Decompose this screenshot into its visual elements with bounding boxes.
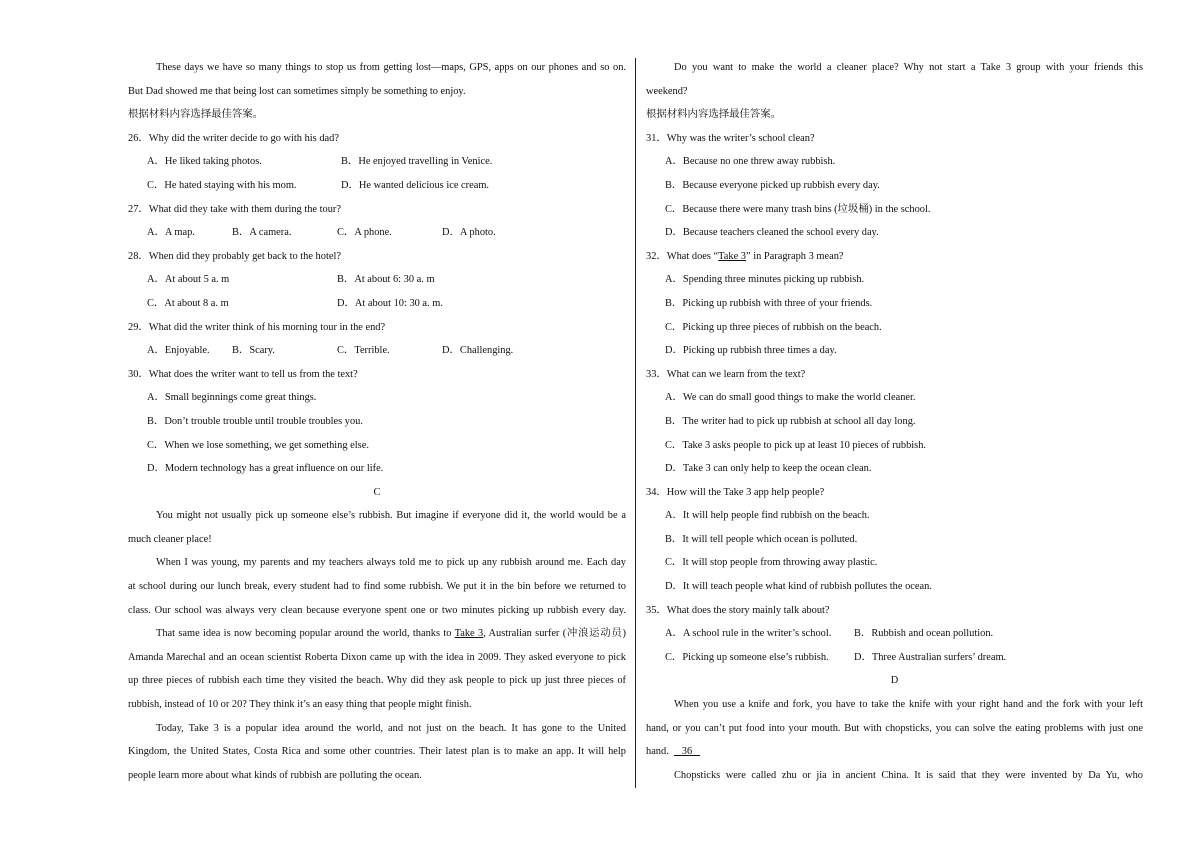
question-30-stem: 30．What does the writer want to tell us from the text?: [128, 368, 358, 380]
passage-line: [646, 740, 1143, 764]
passage-line: at school during our lunch break, every student had to find some rubbish. We put it in the bin before we returned to: [128, 581, 626, 593]
option-d[interactable]: D．Modern technology has a great influence on our life.: [147, 463, 384, 475]
instruction: 根据材料内容选择最佳答案。: [646, 109, 782, 121]
option-a[interactable]: A．A map.: [147, 227, 195, 239]
option-c[interactable]: C．It will stop people from throwing away plastic.: [665, 557, 878, 569]
question-35-options-row2: [646, 646, 1143, 670]
question-27-stem: 27．What did they take with them during the tour?: [128, 203, 341, 215]
section-heading-c: C: [373, 486, 381, 498]
option-d[interactable]: D．A photo.: [442, 227, 496, 239]
left-column: [128, 56, 626, 787]
option-b[interactable]: B．It will tell people which ocean is polluted.: [665, 533, 858, 545]
option-a[interactable]: A．We can do small good things to make the world cleaner.: [665, 392, 916, 404]
passage-line: rubbish, instead of 10 or 20? They think it’s an easy thing that people might finish.: [128, 699, 472, 711]
passage-line: You might not usually pick up someone else’s rubbish. But imagine if everyone did it, the world would be a: [156, 510, 626, 522]
option-d[interactable]: D．Three Australian surfers’ dream.: [854, 651, 1007, 663]
question-35-stem: 35．What does the story mainly talk about?: [646, 604, 830, 616]
passage-line: Kingdom, the United States, Costa Rica and some other countries. Their latest plan is to make an app. It will help: [128, 746, 626, 758]
option-c[interactable]: C．Picking up someone else’s rubbish.: [665, 651, 829, 663]
option-d[interactable]: D．Take 3 can only help to keep the ocean clean.: [665, 463, 872, 475]
question-35-options-row1: [646, 622, 1143, 646]
option-b[interactable]: B．Rubbish and ocean pollution.: [854, 628, 994, 640]
passage-line: Amanda Marechal and an ocean scientist Roberta Dixon came up with the idea in 2009. They asked everyone to pick: [128, 651, 626, 663]
passage-line: When I was young, my parents and my teachers always told me to pick up any rubbish around me. Each day: [156, 557, 626, 569]
question-29-stem: 29．What did the writer think of his morning tour in the end?: [128, 321, 386, 333]
passage-line: people learn more about what kinds of rubbish are polluting the ocean.: [128, 769, 422, 781]
option-a[interactable]: A．Spending three minutes picking up rubbish.: [665, 274, 865, 286]
passage-line: class. Our school was always very clean because everyone spent one or two minutes picking up rubbish every day.: [128, 604, 626, 616]
passage-line: weekend?: [646, 85, 688, 97]
option-c[interactable]: C．Because there were many trash bins (垃圾桶) in the school.: [665, 203, 931, 215]
option-b[interactable]: B．Because everyone picked up rubbish every day.: [665, 179, 880, 191]
option-b[interactable]: B．A camera.: [232, 227, 292, 239]
passage-line: [128, 622, 626, 646]
column-divider: [635, 58, 636, 788]
option-d[interactable]: D．At about 10: 30 a. m.: [337, 297, 443, 309]
passage-line: Do you want to make the world a cleaner place? Why not start a Take 3 group with your friends this: [674, 62, 1143, 73]
question-31-stem: 31．Why was the writer’s school clean?: [646, 132, 815, 144]
question-26-stem: 26．Why did the writer decide to go with his dad?: [128, 132, 339, 144]
option-c[interactable]: C．Picking up three pieces of rubbish on the beach.: [665, 321, 882, 333]
option-b[interactable]: B．The writer had to pick up rubbish at school all day long.: [665, 415, 916, 427]
question-text: ” in Paragraph 3 mean?: [745, 250, 844, 262]
question-27-options: [128, 221, 626, 245]
answer-blank[interactable]: 36: [674, 746, 700, 758]
question-26-options-row2: [128, 174, 626, 198]
passage-line: These days we have so many things to stop us from getting lost—maps, GPS, apps on our phones and so on.: [156, 62, 626, 73]
passage-text: hand.: [646, 746, 674, 758]
question-29-options: [128, 339, 626, 363]
question-26-options-row1: [128, 150, 626, 174]
passage-line: much cleaner place!: [128, 533, 212, 545]
option-c[interactable]: C．When we lose something, we get something else.: [147, 439, 369, 451]
passage-line: But Dad showed me that being lost can sometimes simply be something to enjoy.: [128, 85, 466, 97]
section-heading-d: D: [890, 675, 899, 687]
question-34-stem: 34．How will the Take 3 app help people?: [646, 486, 825, 498]
underlined-term: Take 3: [454, 628, 484, 640]
option-c[interactable]: C．Take 3 asks people to pick up at least 10 pieces of rubbish.: [665, 439, 926, 451]
question-28-options-row1: [128, 268, 626, 292]
option-d[interactable]: D．Challenging.: [442, 345, 514, 357]
option-a[interactable]: A．At about 5 a. m: [147, 274, 230, 286]
passage-line: Today, Take 3 is a popular idea around the world, and not just on the beach. It has gone to the United: [156, 722, 626, 734]
passage-line: Chopsticks were called zhu or jia in ancient China. It is said that they were invented by Da Yu, who: [674, 769, 1143, 781]
passage-text: , Australian surfer (冲浪运动员): [483, 628, 626, 640]
question-33-stem: 33．What can we learn from the text?: [646, 368, 806, 380]
option-c[interactable]: C．Terrible.: [337, 345, 390, 357]
option-c[interactable]: C．A phone.: [337, 227, 392, 239]
option-a[interactable]: A．Small beginnings come great things.: [147, 392, 317, 404]
passage-line: When you use a knife and fork, you have to take the knife with your right hand and the fork with your left: [674, 699, 1143, 711]
option-b[interactable]: B．Don’t trouble trouble until trouble troubles you.: [147, 415, 363, 427]
option-b[interactable]: B．Scary.: [232, 345, 275, 357]
right-column: [646, 56, 1143, 787]
instruction: 根据材料内容选择最佳答案。: [128, 109, 264, 121]
passage-text: That same idea is now becoming popular around the world, thanks to: [156, 628, 455, 640]
option-d[interactable]: D．Picking up rubbish three times a day.: [665, 345, 837, 357]
underlined-term: Take 3: [718, 250, 746, 262]
option-a[interactable]: A．Enjoyable.: [147, 345, 210, 357]
question-text: 32．What does “: [646, 250, 719, 262]
option-b[interactable]: B．At about 6: 30 a. m: [337, 274, 435, 286]
option-a[interactable]: A．A school rule in the writer’s school.: [665, 628, 832, 640]
option-d[interactable]: D．It will teach people what kind of rubbish pollutes the ocean.: [665, 581, 932, 593]
option-a[interactable]: A．It will help people find rubbish on the beach.: [665, 510, 870, 522]
option-b[interactable]: B．He enjoyed travelling in Venice.: [341, 156, 493, 168]
option-c[interactable]: C．At about 8 a. m: [147, 297, 229, 309]
question-28-stem: 28．When did they probably get back to the hotel?: [128, 250, 341, 262]
option-d[interactable]: D．Because teachers cleaned the school every day.: [665, 227, 879, 239]
option-c[interactable]: C．He hated staying with his mom.: [147, 179, 297, 191]
passage-line: hand, or you can’t put food into your mouth. But with chopsticks, you can solve the eating problems with just one: [646, 722, 1143, 734]
question-32-stem: [646, 245, 1143, 269]
option-a[interactable]: A．He liked taking photos.: [147, 156, 262, 168]
question-28-options-row2: [128, 292, 626, 316]
option-b[interactable]: B．Picking up rubbish with three of your friends.: [665, 297, 873, 309]
option-a[interactable]: A．Because no one threw away rubbish.: [665, 156, 836, 168]
option-d[interactable]: D．He wanted delicious ice cream.: [341, 179, 490, 191]
passage-line: up three pieces of rubbish each time they visited the beach. Why did they ask people to pick up just three pieces of: [128, 675, 626, 687]
